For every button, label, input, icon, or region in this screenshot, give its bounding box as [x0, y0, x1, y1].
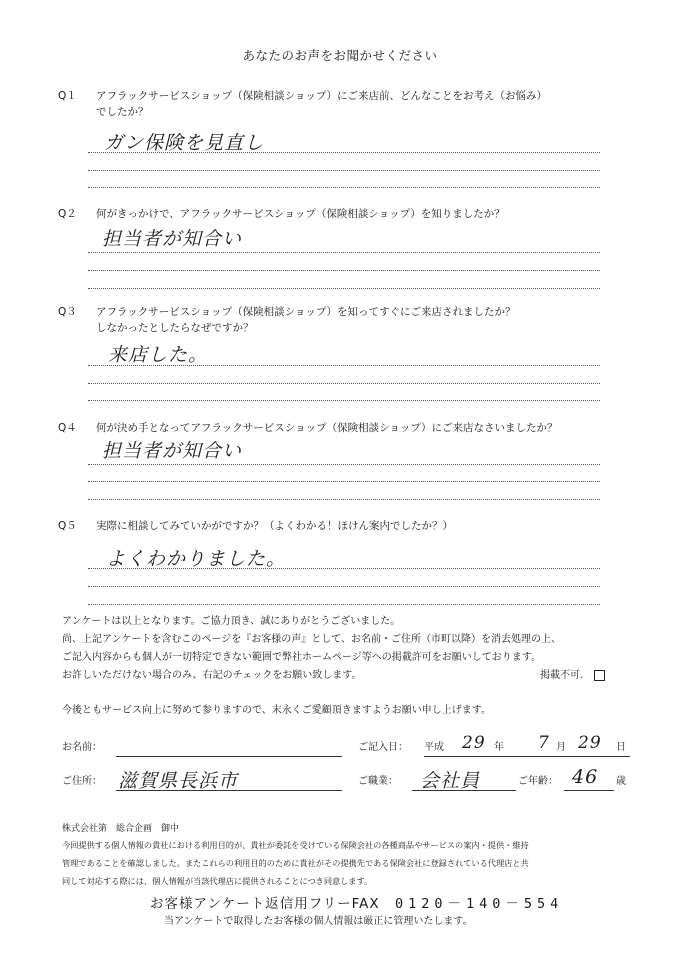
answer-line [88, 270, 600, 271]
privacy-text: 今回提供する個人情報の貴社における利用目的が、貴社が委託を受けている保険会社の各種商品やサービスの案内・提供・維持 [62, 840, 529, 850]
name-label: お名前： [62, 742, 102, 753]
answer-handwritten[interactable]: 来店した。 [108, 344, 209, 366]
question-number: Q３ [58, 306, 77, 318]
date-month-unit: 月 [556, 742, 566, 753]
question-number: Q４ [58, 422, 77, 434]
address-field [116, 790, 342, 791]
date-day[interactable]: 29 [578, 733, 602, 753]
fax-label: お客様アンケート返信用フリーFAX [150, 896, 380, 912]
privacy-text: 同して対応する際には、個人情報が当該代理店に提供されることにつき同意します。 [62, 876, 373, 886]
question-text: 実際に相談してみていかがですか？（よくわかる！ほけん案内でしたか？） [96, 520, 453, 532]
no-publish-option[interactable] [540, 667, 605, 685]
date-day-unit: 日 [616, 742, 626, 753]
answer-handwritten[interactable]: よくわかりました。 [106, 548, 287, 570]
answer-line [88, 365, 600, 366]
question-number: Q２ [58, 208, 77, 220]
answer-line [88, 252, 600, 253]
page-title: あなたのお声をお聞かせください [242, 48, 438, 63]
question-number: Q５ [58, 520, 77, 532]
answer-line [88, 400, 600, 401]
age-field [564, 790, 614, 791]
date-label: ご記入日： [358, 742, 408, 753]
answer-line [88, 464, 600, 465]
question-text: アフラックサービスショップ（保険相談ショップ）にご来店前、どんなことをお考え（お悩み） [96, 90, 547, 102]
address-value[interactable]: 滋賀県長浜市 [118, 770, 239, 792]
answer-handwritten[interactable]: 担当者が知合い [102, 228, 243, 250]
name-field[interactable] [116, 756, 342, 757]
answer-line [88, 288, 600, 289]
question-number: Q１ [58, 90, 77, 102]
closing-text: 尚、上記アンケートを含むこのページを『お客様の声』として、お名前・ご住所（市町以降）を消去処理の上、 [62, 634, 561, 645]
job-value[interactable]: 会社員 [420, 770, 481, 792]
fax-number[interactable]: 0120－140－554 [394, 896, 564, 912]
question-text: 何がきっかけで、アフラックサービスショップ（保険相談ショップ）を知りましたか？ [96, 208, 505, 220]
date-year-unit: 年 [494, 742, 504, 753]
date-field-underline [424, 756, 630, 757]
closing-text: お許しいただけない場合のみ、右記のチェックをお願い致します。 [62, 670, 362, 681]
question-text: でしたか？ [96, 106, 149, 118]
question-text: 何が決め手となってアフラックサービスショップ（保険相談ショップ）にご来店なさいましたか？ [96, 422, 558, 434]
answer-handwritten[interactable]: ガン保険を見直し [104, 132, 265, 154]
closing-thanks: 今後ともサービス向上に努めて参りますので、末永くご愛顧頂きますようお願い申し上げます。 [62, 705, 491, 716]
answer-line [88, 499, 600, 500]
no-publish-checkbox[interactable] [594, 670, 605, 681]
age-label: ご年齢： [518, 776, 558, 787]
answer-line [88, 170, 600, 171]
age-unit: 歳 [616, 776, 626, 787]
date-year[interactable]: 29 [462, 733, 486, 753]
address-label: ご住所： [62, 776, 102, 787]
answer-line [88, 187, 600, 188]
answer-handwritten[interactable]: 担当者が知合い [102, 440, 243, 462]
job-field [412, 790, 516, 791]
answer-line [88, 586, 600, 587]
answer-line [88, 383, 600, 384]
closing-text: アンケートは以上となります。ご協力頂き、誠にありがとうございました。 [62, 616, 401, 627]
age-value[interactable]: 46 [572, 766, 599, 788]
question-text: アフラックサービスショップ（保険相談ショップ）を知ってすぐにご来店されましたか？ [96, 306, 516, 318]
answer-line [88, 604, 600, 605]
date-month[interactable]: 7 [538, 733, 550, 753]
date-era: 平成 [424, 742, 444, 753]
answer-line [88, 481, 600, 482]
answer-line [88, 568, 600, 569]
question-1 [58, 88, 88, 104]
job-label: ご職業： [358, 776, 398, 787]
closing-text: ご記入内容からも個人が一切特定できない範囲で弊社ホームページ等への掲載許可をお願いしております。 [62, 652, 541, 663]
fax-line [150, 892, 563, 912]
company-name: 株式会社第 総合企画 御中 [62, 824, 180, 834]
question-text: しなかったとしたらなぜですか？ [96, 322, 254, 334]
privacy-text: 管理であることを確認しました。またこれらの利用目的のために貴社がその提携先である保険会社に登録されている代理店と共 [62, 858, 529, 868]
answer-line [88, 152, 600, 153]
no-publish-label: 掲載不可． [540, 670, 590, 681]
privacy-notice: 当アンケートで取得したお客様の個人情報は厳正に管理いたします。 [164, 916, 473, 927]
